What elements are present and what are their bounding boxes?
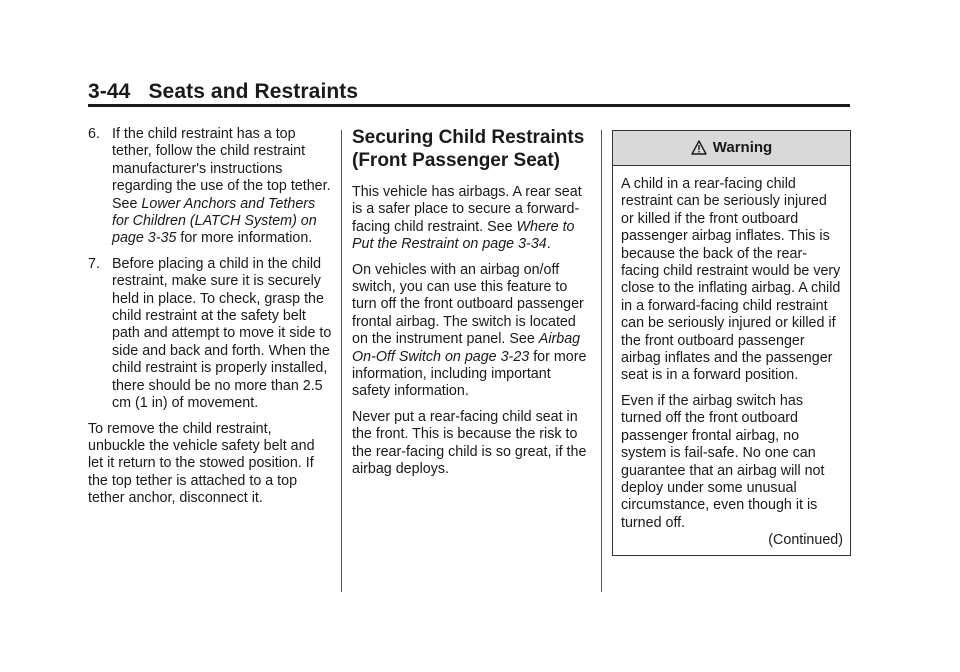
paragraph-never: Never put a rear-facing child seat in the front. This is because the risk to the rear-facing child is so great, if the airbag deploys. <box>352 408 587 478</box>
middle-column <box>352 126 592 487</box>
section-heading: Securing Child Restraints (Front Passenger Seat) <box>352 127 585 171</box>
warning-triangle-icon <box>691 140 707 156</box>
list-text-part: If the child restraint has a top tether, follow the child restraint manufacturer's instructions regarding the use of the top tether. See <box>112 126 331 212</box>
page-number: 3-44 <box>88 80 131 103</box>
paragraph-switch <box>352 262 592 401</box>
header-rule <box>88 104 850 107</box>
left-column <box>88 126 332 516</box>
continued-label: (Continued) <box>768 531 843 548</box>
column-divider <box>341 130 342 592</box>
warning-box <box>612 130 851 556</box>
paragraph-text: for more information, including important safety information. <box>352 348 587 400</box>
list-text <box>112 126 332 248</box>
page-header <box>88 80 850 104</box>
cross-reference-link[interactable]: Where to Put the Restraint on page 3-34 <box>352 218 575 253</box>
warning-paragraph: Even if the airbag switch has turned off the front outboard passenger frontal airbag, no system is fail-safe. No one can guarantee that an airbag will not deploy under some unusual circumstance, even though it is turned off. <box>621 392 825 531</box>
list-number: 7. <box>88 255 100 272</box>
list-number: 6. <box>88 126 100 142</box>
list-text-part: for more information. <box>176 230 313 247</box>
paragraph-text: This vehicle has airbags. A rear seat is a safer place to secure a forward-facing child restraint. See <box>352 184 582 235</box>
cross-reference-link[interactable]: Airbag On-Off Switch on page 3-23 <box>352 331 581 365</box>
list-item-6 <box>88 126 332 248</box>
column-divider <box>601 130 602 592</box>
warning-header <box>613 131 850 166</box>
section-title: Seats and Restraints <box>148 80 359 103</box>
warning-body <box>613 166 850 532</box>
paragraph-text: . <box>546 236 551 253</box>
paragraph-text: On vehicles with an airbag on/off switch, you can use this feature to turn off the front outboard passenger frontal airbag. The switch is located on the instrument panel. See <box>352 261 584 348</box>
warning-paragraph: A child in a rear-facing child restraint can be seriously injured or killed if the front outboard passenger airbag inflates. This is because the back of the rear-facing child restraint would be very close to the inflating airbag. A child in a forward-facing child restraint can be seriously injured or killed if the front outboard passenger airbag inflates and the passenger seat is in a forward position. <box>621 176 841 384</box>
list-text: Before placing a child in the child restraint, make sure it is securely held in place. To check, grasp the child restraint at the safety belt path and attempt to move it side to side and back and forth. When the child restraint is properly installed, there should be no more than 2.5 cm (1 in) of movement. <box>112 255 332 412</box>
removal-paragraph: To remove the child restraint, unbuckle the vehicle safety belt and let it return to the stowed position. If the top tether is attached to a top tether anchor, disconnect it. <box>88 420 315 507</box>
paragraph-airbags <box>352 184 592 254</box>
cross-reference-link[interactable]: Lower Anchors and Tethers for Children (LATCH System) on page 3-35 <box>112 195 317 247</box>
warning-title: Warning <box>712 139 773 157</box>
list-item-7 <box>88 256 332 413</box>
